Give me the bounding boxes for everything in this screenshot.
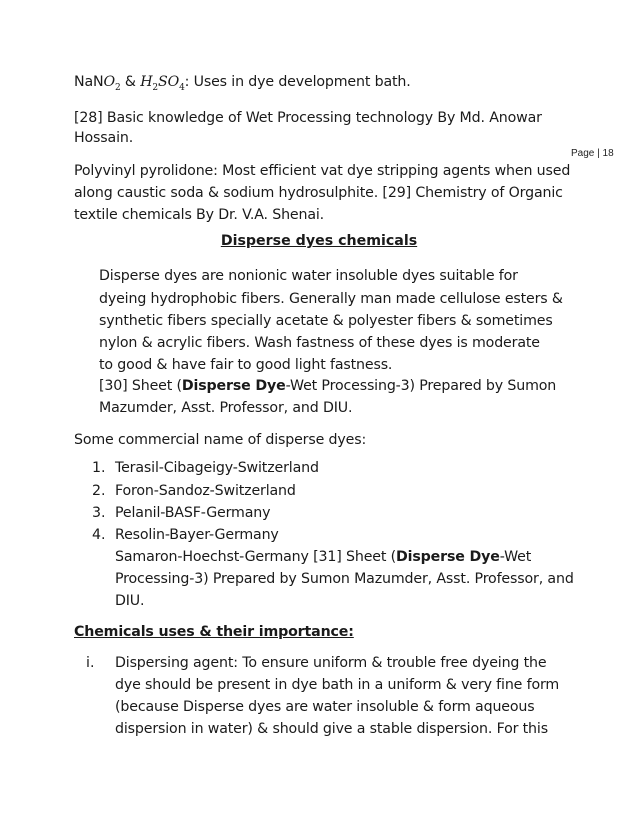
heading-chemicals-uses: Chemicals uses & their importance: <box>74 624 354 640</box>
chem-h: H <box>140 74 153 90</box>
disperse-line-4: nylon & acrylic fibers. Wash fastness of these dyes is moderate <box>99 335 540 351</box>
ref30-line-1 <box>99 376 556 396</box>
roman-line-4: dispersion in water) & should give a stable dispersion. For this <box>115 721 548 737</box>
ref30-pre: [30] Sheet ( <box>99 378 182 394</box>
list-item-2: Foron-Sandoz-Switzerland <box>115 483 296 499</box>
pvp-line-3: textile chemicals By Dr. V.A. Shenai. <box>74 207 325 223</box>
list-number-2: 2. <box>92 483 106 499</box>
chem-rest: : Uses in dye development bath. <box>184 74 411 90</box>
list-item-3: Pelanil-BASF-Germany <box>115 505 271 521</box>
roman-line-1: Dispersing agent: To ensure uniform & trouble free dyeing the <box>115 655 547 671</box>
ref30-post: -Wet Processing-3) Prepared by Sumon <box>285 378 557 394</box>
ref28-line-2: Hossain. <box>74 130 134 146</box>
disperse-line-5: to good & have fair to good light fastness. <box>99 357 393 373</box>
list-number-1: 1. <box>92 460 106 476</box>
roman-line-3: (because Disperse dyes are water insoluble & form aqueous <box>115 699 535 715</box>
chem-amp: & <box>120 74 141 90</box>
chem-o: O <box>103 74 115 90</box>
list-item-4: Resolin-Bayer-Germany <box>115 527 279 543</box>
ref30-bold: Disperse Dye <box>181 378 286 394</box>
ref31-line-1 <box>115 547 531 567</box>
ref31-bold: Disperse Dye <box>396 549 500 565</box>
page-number: Page | 18 <box>571 148 614 159</box>
ref30-line-2: Mazumder, Asst. Professor, and DIU. <box>99 400 353 416</box>
heading-disperse-dyes: Disperse dyes chemicals <box>220 233 418 249</box>
list-number-4: 4. <box>92 527 106 543</box>
chem-h-sub: 2 <box>152 82 158 93</box>
ref28-line-1: [28] Basic knowledge of Wet Processing technology By Md. Anowar <box>74 110 542 126</box>
roman-line-2: dye should be present in dye bath in a uniform & very fine form <box>115 677 560 693</box>
chem-line <box>74 72 411 98</box>
roman-number-1: i. <box>86 655 95 671</box>
pvp-line-2: along caustic soda & sodium hydrosulphite. [29] Chemistry of Organic <box>74 185 563 201</box>
ref31-line-3: DIU. <box>115 593 145 609</box>
disperse-line-3: synthetic fibers specially acetate & polyester fibers & sometimes <box>99 313 553 329</box>
commercial-intro: Some commercial name of disperse dyes: <box>74 432 367 448</box>
disperse-line-2: dyeing hydrophobic fibers. Generally man made cellulose esters & <box>99 291 563 307</box>
list-number-3: 3. <box>92 505 106 521</box>
pvp-line-1: Polyvinyl pyrolidone: Most efficient vat dye stripping agents when used <box>74 163 571 179</box>
ref31-post: -Wet <box>499 549 532 565</box>
chem-so-sub: 4 <box>179 82 185 93</box>
list-item-1: Terasil-Cibageigy-Switzerland <box>115 460 319 476</box>
chem-o-sub: 2 <box>114 82 121 93</box>
chem-prefix: NaN <box>74 74 104 90</box>
disperse-line-1: Disperse dyes are nonionic water insoluble dyes suitable for <box>99 268 518 284</box>
ref31-pre: Samaron-Hoechst-Germany [31] Sheet ( <box>115 549 397 565</box>
chem-so: SO <box>158 74 180 90</box>
ref31-line-2: Processing-3) Prepared by Sumon Mazumder, Asst. Professor, and <box>115 571 574 587</box>
